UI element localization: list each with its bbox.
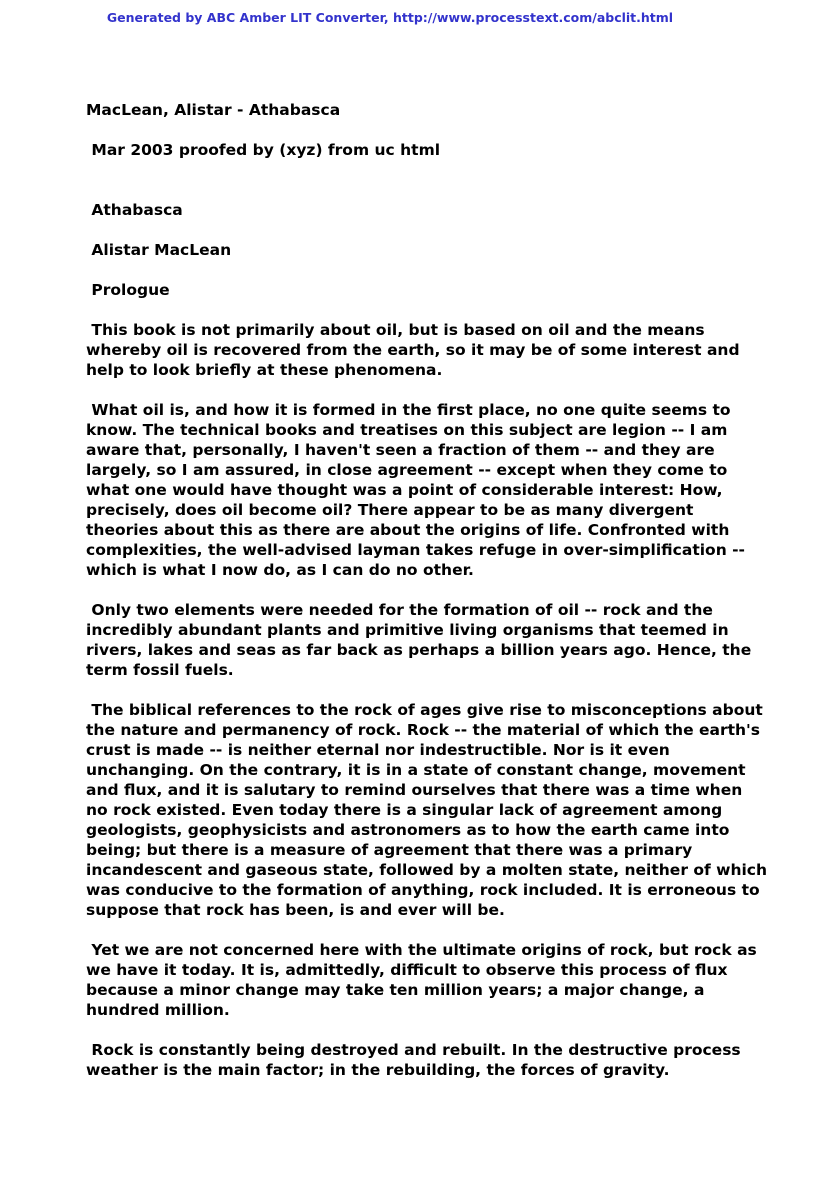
text-line: weather is the main factor; in the rebuilding, the forces of gravity. [86, 1061, 670, 1079]
title-author-line: MacLean, Alistar - Athabasca [86, 101, 341, 119]
text-line: theories about this as there are about the origins of life. Confronted with [86, 521, 730, 539]
text-line: the nature and permanency of rock. Rock -- the material of which the earth's [86, 721, 761, 739]
book-title: Athabasca [86, 201, 183, 219]
section-heading: Prologue [86, 281, 170, 299]
text-line: because a minor change may take ten million years; a major change, a [86, 981, 705, 999]
text-line: hundred million. [86, 1001, 230, 1019]
text-line: incredibly abundant plants and primitive living organisms that teemed in [86, 621, 729, 639]
text-line: incandescent and gaseous state, followed by a molten state, neither of which [86, 861, 768, 879]
text-line: we have it today. It is, admittedly, difficult to observe this process of flux [86, 961, 728, 979]
converter-header-link[interactable]: Generated by ABC Amber LIT Converter, http://www.processtext.com/abclit.html [106, 10, 674, 25]
text-line: The biblical references to the rock of ages give rise to misconceptions about [86, 701, 763, 719]
text-line: was conducive to the formation of anything, rock included. It is erroneous to [86, 881, 760, 899]
text-line: and flux, and it is salutary to remind ourselves that there was a time when [86, 781, 743, 799]
text-line: being; but there is a measure of agreement that there was a primary [86, 841, 693, 859]
text-line: Only two elements were needed for the formation of oil -- rock and the [86, 601, 713, 619]
text-line: crust is made -- is neither eternal nor indestructible. Nor is it even [86, 741, 670, 759]
document-body [86, 100, 776, 1100]
text-line: what one would have thought was a point of considerable interest: How, [86, 481, 723, 499]
text-line: This book is not primarily about oil, but is based on oil and the means [86, 321, 705, 339]
text-line: Yet we are not concerned here with the ultimate origins of rock, but rock as [86, 941, 757, 959]
text-line: which is what I now do, as I can do no other. [86, 561, 474, 579]
text-line: know. The technical books and treatises on this subject are legion -- I am [86, 421, 728, 439]
text-line: term fossil fuels. [86, 661, 234, 679]
text-line: aware that, personally, I haven't seen a fraction of them -- and they are [86, 441, 715, 459]
text-line: rivers, lakes and seas as far back as perhaps a billion years ago. Hence, the [86, 641, 752, 659]
text-line: What oil is, and how it is formed in the first place, no one quite seems to [86, 401, 731, 419]
text-line: Rock is constantly being destroyed and rebuilt. In the destructive process [86, 1041, 741, 1059]
text-line: precisely, does oil become oil? There appear to be as many divergent [86, 501, 694, 519]
text-line: help to look briefly at these phenomena. [86, 361, 443, 379]
text-line: suppose that rock has been, is and ever will be. [86, 901, 505, 919]
text-line: whereby oil is recovered from the earth, so it may be of some interest and [86, 341, 740, 359]
paragraph-2 [86, 400, 776, 580]
text-line: complexities, the well-advised layman takes refuge in over-simplification -- [86, 541, 745, 559]
text-line: geologists, geophysicists and astronomers as to how the earth came into [86, 821, 730, 839]
text-line: unchanging. On the contrary, it is in a state of constant change, movement [86, 761, 746, 779]
text-line: largely, so I am assured, in close agreement -- except when they come to [86, 461, 728, 479]
paragraph-1 [86, 320, 776, 380]
paragraph-4 [86, 700, 776, 920]
book-author: Alistar MacLean [86, 241, 232, 259]
proof-note: Mar 2003 proofed by (xyz) from uc html [86, 141, 441, 159]
text-line: no rock existed. Even today there is a singular lack of agreement among [86, 801, 723, 819]
paragraph-6 [86, 1040, 776, 1080]
paragraph-3 [86, 600, 776, 680]
paragraph-5 [86, 940, 776, 1020]
